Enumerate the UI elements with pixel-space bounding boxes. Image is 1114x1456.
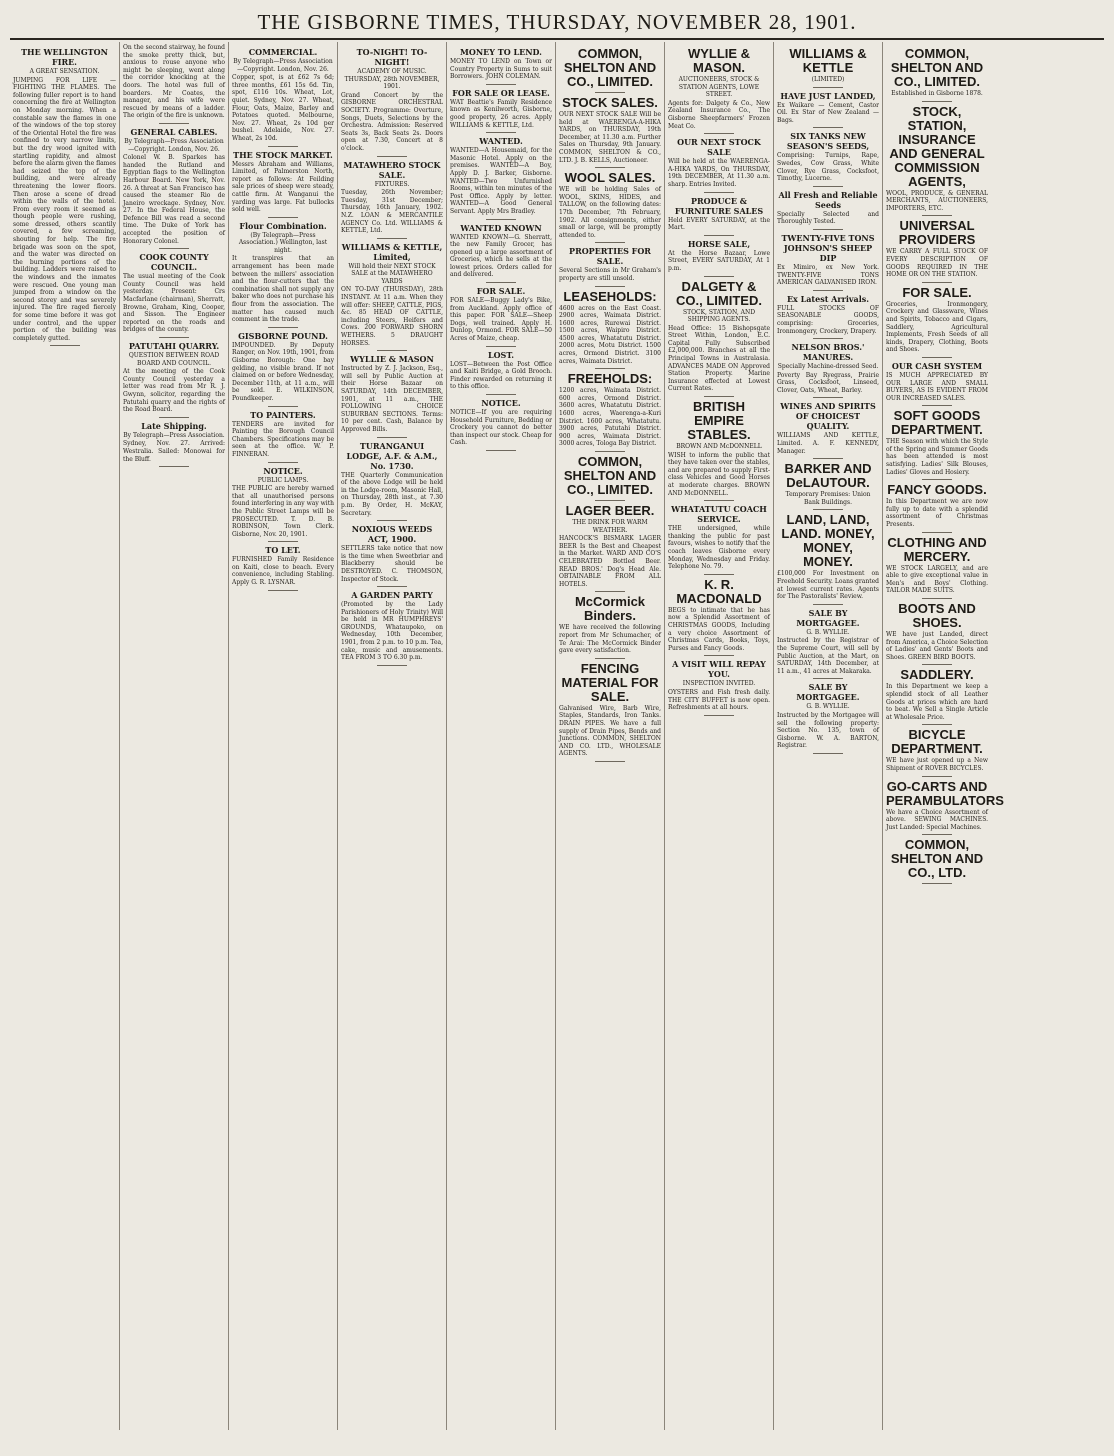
section-divider — [704, 276, 734, 277]
section-body: Head Office: 15 Bishopsgate Street Within, London, E.C. Capital Fully Subscribed £2,000,000. Branches at all the Principal Towns in Australasia. ADVANCES MADE ON Approved Station Property. Marine Insurance effected at Lowest Current Rates. — [668, 324, 770, 393]
section-heading: MATAWHERO STOCK SALE. — [343, 159, 441, 180]
section-divider — [595, 761, 625, 762]
section-body: Held EVERY SATURDAY, at the Mart. — [668, 216, 770, 232]
section-body: Ex Waikare — Cement, Castor Oil. Ex Star of New Zealand — Bags. — [777, 101, 879, 124]
section-body: Comprising: Turnips, Rape, Swedes, Cow Grass, White Clover, Rye Grass, Cocksfoot, Timothy, Lucerne. — [777, 152, 879, 183]
section-divider — [595, 242, 625, 243]
section-body: Instructed by Z. J. Jackson, Esq., will sell by Public Auction at their Horse Bazaar on SATURDAY, 14th DECEMBER, 1901, at 11 a.m., THE FOLLOWING CHOICE SUBURBAN SECTIONS. Terms: 10 per cent. Cash, Balance by Approved Bills. — [341, 365, 443, 433]
column-container — [10, 42, 1104, 1430]
section-heading: PRODUCE & FURNITURE SALES — [674, 195, 764, 216]
section-divider — [377, 665, 407, 666]
section-body: SETTLERS take notice that now is the time when Sweetbriar and Blackberry should be DESTROYED. C. THOMSON, Inspector of Stock. — [341, 545, 443, 583]
section-subheading: THE DRINK FOR WARM WEATHER. — [572, 519, 648, 534]
section-divider — [486, 282, 516, 283]
section-heading: FENCING MATERIAL FOR SALE. — [561, 660, 659, 704]
column-5 — [446, 42, 555, 1430]
section-divider — [704, 396, 734, 397]
section-heading: BICYCLE DEPARTMENT. — [891, 727, 983, 757]
section-heading: PATUTAHI QUARRY. — [128, 341, 220, 351]
section-divider — [377, 520, 407, 521]
section-body: Messrs Abraham and Williams, Limited, of Palmerston North, report as follows: At Feilding sale prices of sheep were steady, cattle firm. At Wanganui the yarding was large. Fat bullocks sold well. — [232, 160, 334, 214]
section-subheading: FIXTURES. — [374, 180, 410, 188]
section-heading: SIX TANKS NEW SEASON'S SEEDS, — [786, 131, 870, 152]
section-heading: THE STOCK MARKET. — [233, 149, 333, 160]
section-divider — [704, 235, 734, 236]
section-heading: WOOL SALES. — [564, 170, 656, 186]
section-heading: LEASEHOLDS: — [563, 288, 657, 304]
section-body: Poverty Bay Ryegrass, Prairie Grass, Cocksfoot, Linseed, Clover, Oats, Wheat, Barley. — [777, 371, 879, 394]
section-heading: STOCK SALES. — [562, 95, 658, 110]
section-body: WAT Beattie's Family Residence known as Kenilworth, Gisborne, good property, 26 acres. Apply WILLIAMS & KETTLE, Ltd. — [450, 98, 552, 129]
section-heading: FOR SALE. — [476, 286, 526, 297]
section-body: JUMPING FOR LIFE — FIGHTING THE FLAMES. The following fuller report is to hand concerning the fire at Wellington on Monday morning. When a constable saw the flames in one of the windows of the top storey of the Oriental Hotel the fire was confined to very narrow limits, but the dry wood ignited with startling rapidity, and almost before the alarm given the flames had seized the top of the building, and were already threatening the lower floors. Then arose a scene of dread within the walls of the hotel. From every room it seemed as though people were rushing, some dressed, others scantily covered, a few screaming, shouting for help. The fire brigade was soon on the spot, and the water was directed on the burning portions of the building. Ladders were raised to the windows and the inmates were rescued. One young man jumped from a window on the second storey and was severely injured. The fire raged fiercely for some time before it was got under control, and the upper portion of the building was completely gutted. — [13, 76, 116, 342]
section-divider — [486, 394, 516, 395]
section-divider — [922, 532, 952, 533]
section-divider — [268, 217, 298, 218]
section-divider — [486, 219, 516, 220]
column-2 — [119, 42, 228, 1430]
section-divider — [704, 655, 734, 656]
section-heading: TURANGANUI LODGE, A.F. & A.M., No. 1730. — [346, 440, 438, 471]
masthead-title: THE GISBORNE TIMES, THURSDAY, NOVEMBER 28, 1901. — [257, 10, 857, 34]
section-heading: WILLIAMS & KETTLE — [789, 46, 867, 75]
section-body: Instructed by the Registrar of the Supreme Court, will sell by Public Auction, at the Mart, on SATURDAY, 14th December, at 11 a.m., 41 acres at Makaraka. — [777, 637, 879, 675]
column-4 — [337, 42, 446, 1430]
section-heading: NOXIOUS WEEDS ACT, 1900. — [351, 524, 433, 545]
section-heading: CLOTHING AND MERCERY. — [887, 534, 987, 564]
section-heading: WINES AND SPIRITS OF CHOICEST QUALITY. — [780, 401, 876, 432]
section-heading: A GARDEN PARTY — [351, 590, 433, 601]
section-divider — [377, 156, 407, 157]
section-body: It transpires that an arrangement has been made between the millers' association and the flour-cutters that the combination shall not supply any baker who does not purchase his flour from the association. The matter has caused much comment in the trade. — [232, 255, 334, 324]
section-heading: COMMON, SHELTON AND CO., LIMITED. — [890, 46, 984, 89]
section-body: 1200 acres, Waimata District. 600 acres, Ormond District. 3600 acres, Whatatutu District. 1600 acres, Waerenga-a-Kuri District. 1600 acres, Whatatutu. 3900 acres, Patutahi District. 900 acres, Waimata District. 3000 acres, Tologa Bay District. — [559, 387, 661, 448]
section-divider — [922, 479, 952, 480]
section-body: Sydney, Nov. 27. Arrived: Westralia. Sailed: Monowai for the Bluff. — [123, 440, 225, 463]
section-heading: NOTICE. — [263, 465, 303, 476]
section-heading: LAND, LAND, LAND. MONEY, MONEY, MONEY. — [781, 512, 875, 570]
section-divider — [159, 337, 189, 338]
section-heading: Ex Latest Arrivals. — [786, 293, 870, 304]
section-divider — [813, 678, 843, 679]
section-divider — [704, 192, 734, 193]
section-divider — [50, 345, 80, 346]
section-subheading: QUESTION BETWEEN ROAD BOARD AND COUNCIL. — [128, 352, 220, 367]
section-subheading: Specially Machine-dressed Seed. — [777, 363, 879, 371]
section-body: £100,000 For Investment on Freehold Security. Loans granted at lowest current rates. Agents for The Pastoralists' Review. — [777, 570, 879, 601]
section-body: In this Department we are now fully up to date with a splendid assortment of Christmas Presents. — [886, 498, 988, 529]
section-body: THE undersigned, while thanking the public for past favours, wishes to notify that the coach leaves Gisborne every Monday, Wednesday and Friday. Telephone No. 79. — [668, 525, 770, 571]
section-body: FURNISHED Family Residence on Kaiti, close to beach. Every convenience, including Stabling. Apply G. R. LYSNAR. — [232, 556, 334, 587]
section-divider — [813, 229, 843, 230]
section-subheading: ACADEMY OF MUSIC. THURSDAY, 28th NOVEMBER, 1901. — [344, 68, 440, 91]
section-divider — [922, 664, 952, 665]
section-body: LOST—Between the Post Office and Kaiti Bridge, a Gold Brooch. Finder rewarded on returning it to this office. — [450, 360, 552, 391]
section-divider — [813, 127, 843, 128]
section-body: TENDERS are invited for Painting the Borough Council Chambers. Specifications may be seen at the office. W. P. FINNERAN. — [232, 420, 334, 458]
section-body: At the meeting of the Cook County Council yesterday a letter was read from Mr R. J. Gwynn, solicitor, regarding the Patutahi quarry and the rights of the Road Board. — [123, 368, 225, 414]
section-heading: COMMERCIAL. — [248, 47, 318, 57]
section-heading: GENERAL CABLES. — [130, 126, 218, 137]
section-divider — [922, 101, 952, 102]
section-heading: A VISIT WILL REPAY YOU. — [672, 659, 766, 680]
section-divider — [704, 574, 734, 575]
section-divider — [813, 87, 843, 88]
section-heading: WYLLIE & MASON — [350, 354, 434, 365]
section-heading: SADDLERY. — [900, 667, 974, 683]
section-heading: HAVE JUST LANDED, — [780, 90, 876, 101]
section-heading: COMMON, SHELTON AND CO., LTD. — [890, 837, 984, 881]
section-body: In this Department we keep a splendid stock of all Leather Goods at prices which are hard to beat. We Sell a Single Article at Wholesale Price. — [886, 683, 988, 721]
section-heading: BOOTS AND SHOES. — [898, 601, 976, 630]
section-heading: WHATATUTU COACH SERVICE. — [671, 504, 767, 525]
section-divider — [922, 215, 952, 216]
section-heading: SALE BY MORTGAGEE. — [796, 607, 860, 628]
section-body: FOR SALE—Buggy Lady's Bike, from Auckland. Apply office of this paper. FOR SALE—Sheep Dogs, well trained. Apply H. Dunlop, Ormond. FOR SALE—50 Acres of Maize, cheap. — [450, 297, 552, 343]
section-heading: TO PAINTERS. — [250, 409, 316, 420]
section-divider — [268, 406, 298, 407]
section-subheading: G. B. WYLLIE. — [806, 703, 850, 711]
section-body: IS MUCH APPRECIATED BY OUR LARGE AND SMALL BUYERS, AS IS EVIDENT FROM OUR INCREASED SALES. — [886, 371, 988, 402]
section-heading: COMMON, SHELTON AND CO., LIMITED. — [563, 454, 657, 497]
section-body: Agents for: Dalgety & Co., New Zealand Insurance Co., The Gisborne Sheepfarmers' Frozen Meat Co. — [668, 99, 770, 130]
section-divider — [486, 346, 516, 347]
section-body: OUR NEXT STOCK SALE Will be held at WAERENGA-A-HIKA YARDS, on THURSDAY, 19th December, at 11.30 a.m. Further Sales on Thursday, 9th January. COMMON, SHELTON & CO., LTD. J. B. KELLS, Auctioneer. — [559, 111, 661, 164]
section-divider — [704, 500, 734, 501]
section-body: BEGS to intimate that he has now a Splendid Assortment of CHRISTMAS GOODS, Including a very choice Assortment of Christmas Cards, Books, Toys, Purses and Fancy Goods. — [668, 606, 770, 652]
section-body: Will be held at the WAERENGA-A-HIKA YARDS, On THURSDAY, 19th DECEMBER, At 11.30 a.m. sharp. Entries Invited. — [668, 158, 770, 188]
section-divider — [595, 92, 625, 93]
section-heading: BRITISH EMPIRE STABLES. — [687, 399, 751, 443]
section-heading: McCormick Binders. — [574, 594, 646, 624]
section-heading: GO-CARTS AND PERAMBULATORS — [886, 778, 1004, 808]
section-subheading: A GREAT SENSATION. — [29, 68, 100, 75]
section-body: At the Horse Bazaar, Lowe Street, EVERY SATURDAY, At 1 p.m. — [668, 249, 770, 272]
section-divider — [377, 350, 407, 351]
section-divider — [486, 84, 516, 85]
section-divider — [922, 776, 952, 777]
section-heading: FOR SALE OR LEASE. — [452, 87, 550, 98]
section-body: THE PUBLIC are hereby warned that all unauthorised persons found interfering in any way with the Public Street Lamps will be PROSECUTED. T. D. B. ROBINSON, Town Clerk. Gisborne, Nov. 20, 1901. — [232, 485, 334, 538]
section-subheading: BROWN AND McDONNELL — [676, 443, 762, 451]
section-subheading: G. B. WYLLIE. — [806, 628, 850, 636]
section-divider — [922, 724, 952, 725]
section-heading: BARKER AND DeLAUTOUR. — [784, 461, 872, 491]
section-heading: LOST. — [487, 349, 515, 360]
section-body: 4600 acres on the East Coast. 2900 acres, Waimata District. 1600 acres, Rurewai District. 1500 acres, Waipiro District. 4500 acres, Whatatutu District. 2000 acres, Motu District. 1500 acres, Ormond District. 3100 acres, Waimata District. — [559, 304, 661, 365]
section-divider — [813, 509, 843, 510]
section-divider — [704, 715, 734, 716]
section-body: WE have just opened up a New Shipment of ROVER BICYCLES. — [886, 757, 988, 772]
section-body: Colonel W. B. Sparkes has handed the Rutland and Egyptian flags to the Wellington Harbour Board. New York, Nov. 26. A threat at San Francisco has caused the steamer Rio de Janeiro wreckage. Sydney, Nov. 27. In the Federal House, the Defence Bill was read a second time. The Duke of York has accepted the position of Honorary Colonel. — [123, 154, 225, 245]
section-divider — [268, 327, 298, 328]
section-heading: OUR CASH SYSTEM — [891, 360, 983, 371]
section-body: Instructed by the Mortgagee will sell the following property: Section No. 135, town of Gisborne. W. A. BARTON, Registrar. — [777, 711, 879, 750]
section-body: WE have just Landed, direct from America, a Choice Selection of Ladies' and Gents' Boots and Shoes. GREEN BIRD BOOTS. — [886, 631, 988, 661]
section-subheading: (By Telegraph—Press Association.) Wellington, last night. — [238, 231, 328, 254]
section-heading: FANCY GOODS. — [887, 482, 987, 498]
section-divider — [268, 146, 298, 147]
section-heading: SALE BY MORTGAGEE. — [796, 682, 860, 703]
section-divider — [595, 658, 625, 659]
section-subheading: Established in Gisborne 1878. — [891, 90, 983, 97]
section-heading: SOFT GOODS DEPARTMENT. — [891, 408, 983, 438]
section-divider — [813, 753, 843, 754]
column-8 — [773, 42, 882, 1430]
section-body: HANCOCK'S BISMARK LAGER BEER Is the Best and Cheapest in the Market. WARD AND CO'S CELEBRATED Bottled Beer. READ BROS.' Dog's Head Ale. OBTAINABLE FROM ALL HOTELS. — [559, 535, 661, 588]
masthead-rule — [10, 38, 1104, 40]
section-subheading: INSPECTION INVITED. — [682, 680, 756, 688]
column-6 — [555, 42, 664, 1430]
section-body: MONEY TO LEND on Town or Country Property in Sums to suit Borrowers. JOHN COLEMAN. — [450, 58, 552, 81]
section-body: Copper, spot, is at £62 7s 6d; three months, £61 15s 6d. Tin, spot, £116 10s. Wheat, Lot, quiet. Sydney, Nov. 27. Wheat, Flour, Oats, Maize, Barley and Potatoes quoted. Melbourne, Nov. 27. Wheat, 2s 10d per bushel. Adelaide, Nov. 27. Wheat, 2s 10d. — [232, 74, 334, 142]
section-body: Grand Concert by the GISBORNE ORCHESTRAL SOCIETY. Programme: Overture, Songs, Duets, Selections by the Orchestra. Admission: Reserved Seats 3s, Back Seats 2s. Doors open at 7.30, Concert at 8 o'clock. — [341, 91, 443, 152]
section-heading: THE WELLINGTON FIRE. — [21, 47, 108, 67]
section-body: Specially Selected and Thoroughly Tested. — [777, 210, 879, 226]
section-body: IMPOUNDED. By Deputy Ranger, on Nov. 19th, 1901, from Gisborne Borough: One bay gelding, no visible brand. If not claimed on or before Wednesday, December 11th, at 11 a.m., will be sold. E. WILKINSON, Poundkeeper. — [232, 341, 334, 402]
section-divider — [813, 186, 843, 187]
section-body: THE Quarterly Communication of the above Lodge will be held in the Lodge-room, Masonic Hall, on Thursday, 28th inst., at 7.30 p.m. By Order, H. McKAY, Secretary. — [341, 471, 443, 517]
section-heading: K. R. MACDONALD — [676, 576, 762, 606]
section-body: On the second stairway, he found the smoke pretty thick, but, anxious to rouse anyone who might be sleeping, went along the corridor knocking at the doors. The hotel was full of boarders. Mr Coates, the manager, and his wife were rescued by means of a ladder. The origin of the fire is unknown. — [123, 44, 225, 120]
section-heading: FREEHOLDS: — [567, 371, 653, 387]
section-heading: FOR SALE. — [902, 284, 972, 300]
section-divider — [922, 834, 952, 835]
section-divider — [268, 590, 298, 591]
section-divider — [595, 500, 625, 501]
section-heading: STOCK, STATION, INSURANCE AND GENERAL COMMISSION AGENTS, — [889, 103, 985, 189]
section-subheading: Will hold their NEXT STOCK SALE at the MATAWHERO YARDS — [348, 262, 436, 285]
section-divider — [377, 586, 407, 587]
section-subheading: By Telegraph—Press Association—Copyright. London, Nov. 26. — [233, 58, 333, 73]
section-divider — [486, 132, 516, 133]
section-divider — [377, 437, 407, 438]
section-heading: OUR NEXT STOCK SALE — [677, 137, 761, 158]
section-heading: PROPERTIES FOR SALE. — [569, 246, 651, 267]
section-heading: Late Shipping. — [141, 420, 207, 431]
section-heading: TO LET. — [265, 545, 301, 556]
section-body: WISH to inform the public that they have taken over the stables, and are prepared to supply First-class Vehicles and Good Horses at moderate charges. BROWN AND McDONNELL. — [668, 451, 770, 497]
section-body: Several Sections in Mr Graham's property are still unsold. — [559, 267, 661, 282]
section-body: WANTED—A Housemaid, for the Masonic Hotel. Apply on the premises. WANTED—A Boy, Apply D. J. Barker, Gisborne. WANTED—Two Unfurnished Rooms, within ten minutes of the Post Office. Apply by letter. WANTED—A Good General Servant. Apply Mrs Bradley. — [450, 147, 552, 215]
section-subheading: PUBLIC LAMPS. — [257, 476, 309, 484]
section-divider — [159, 248, 189, 249]
section-divider — [377, 238, 407, 239]
section-heading: TWENTY-FIVE TONS JOHNSON'S SHEEP DIP — [781, 232, 875, 263]
column-9 — [882, 42, 1004, 1430]
column-1 — [10, 42, 119, 1430]
section-body: (Promoted by the Lady Parishioners of Holy Trinity) Will be held in MR HUMPHREYS' GROUNDS, Whataupoko, on Wednesday, 10th December, 1901, from 2 p.m. to 10 p.m. Tea, cake, music and amusements. TEA FROM 3 TO 6.30 p.m. — [341, 601, 443, 662]
section-subheading: By Telegraph—Press Association—Copyright. London, Nov. 26. — [124, 137, 224, 153]
section-body: WILLIAMS AND KETTLE, Limited. A. F. KENNEDY, Manager. — [777, 432, 879, 455]
section-body: NOTICE—If you are requiring Household Furniture, Bedding or Crockery you cannot do better than inspect our stock. Cheap for Cash. — [450, 409, 552, 447]
section-heading: NELSON BROS.' MANURES. — [791, 342, 865, 363]
section-divider — [159, 466, 189, 467]
section-divider — [595, 167, 625, 168]
section-divider — [922, 598, 952, 599]
section-divider — [159, 417, 189, 418]
section-heading: DALGETY & CO., LIMITED. — [676, 278, 762, 308]
section-heading: NOTICE. — [481, 398, 521, 408]
section-divider — [704, 133, 734, 134]
column-7 — [664, 42, 773, 1430]
section-body: Ex Mimiro, ex New York. TWENTY-FIVE TONS AMERICAN GALVANISED IRON. — [777, 263, 879, 287]
section-heading: COMMON, SHELTON AND CO., LIMITED. — [563, 46, 657, 89]
section-subheading: (LIMITED) — [811, 76, 845, 83]
section-divider — [813, 290, 843, 291]
section-body: ON TO-DAY (THURSDAY), 28th INSTANT. At 11 a.m. When they will offer: SHEEP, CATTLE, PIGS, &c. 85 HEAD OF CATTLE, including Steers, Heifers and Cows. 200 FORWARD SHORN WETHERS. 5 DRAUGHT HORSES. — [341, 286, 443, 347]
section-divider — [922, 282, 952, 283]
section-body: WE have received the following report from Mr Schumacher, of Te Arai: The McCormick Binder gave every satisfaction. — [559, 624, 661, 655]
section-heading: COOK COUNTY COUNCIL. — [139, 252, 209, 273]
section-heading: WANTED KNOWN — [460, 222, 542, 233]
section-subheading: By Telegraph—Press Association. — [123, 431, 225, 439]
section-body: OYSTERS and Fish fresh daily. THE CITY BUFFET is now open. Refreshments at all hours. — [668, 688, 770, 712]
section-body: WANTED KNOWN—G. Sherratt, the new Family Grocer, has opened up a large assortment of Groceries, which he sells at the lowest prices. Orders called for and delivered. — [450, 233, 552, 279]
section-body: Galvanised Wire, Barb Wire, Staples, Standards, Iron Tanks. DRAIN PIPES. We have a full supply of Drain Pipes, Bends and Junctions. COMMON, SHELTON AND CO. LTD., WHOLESALE AGENTS. — [559, 704, 661, 758]
section-divider — [595, 368, 625, 369]
section-body: WE will be holding Sales of WOOL, SKINS, HIDES, and TALLOW, on the following dates: 17th December, 7th February, 1902. All consignments, either small or large, will be promptly attended to. — [559, 186, 661, 239]
section-body: We have a Choice Assortment of above. SEWING MACHINES. Just Landed: Special Machines. — [886, 808, 988, 831]
section-heading: WANTED. — [479, 136, 523, 147]
section-divider — [486, 450, 516, 451]
section-heading: TO-NIGHT! TO-NIGHT! — [356, 47, 428, 67]
section-subheading: AUCTIONEERS, STOCK & STATION AGENTS, LOWE STREET. — [678, 76, 760, 99]
section-heading: All Fresh and Reliable Seeds — [778, 189, 878, 210]
section-divider — [595, 286, 625, 287]
column-3 — [228, 42, 337, 1430]
section-heading: MONEY TO LEND. — [460, 47, 542, 57]
section-heading: UNIVERSAL PROVIDERS — [898, 218, 976, 248]
section-divider — [595, 451, 625, 452]
section-divider — [922, 405, 952, 406]
section-heading: Flour Combination. — [239, 220, 327, 231]
section-heading: GISBORNE POUND. — [238, 330, 328, 341]
section-body: WE CARRY A FULL STOCK OF EVERY DESCRIPTION OF GOODS REQUIRED IN THE HOME OR ON THE STATION. — [886, 248, 988, 279]
section-body: Tuesday, 26th November; Tuesday, 31st December; Thursday, 16th January, 1902. N.Z. LOAN & MERCANTILE AGENCY Co. Ltd. WILLIAMS & KETTLE, Ltd. — [341, 189, 443, 235]
section-divider — [268, 462, 298, 463]
section-heading: HORSE SALE, — [687, 238, 751, 249]
section-body: Groceries, Ironmongery, Crockery and Glassware, Wines and Spirits, Tobacco and Cigars, Saddlery, Agricultural Implements, Fresh Seeds of all kinds, Drapery, Clothing, Boots and Shoes. — [886, 300, 988, 354]
section-divider — [922, 357, 952, 358]
section-heading: WYLLIE & MASON. — [687, 46, 751, 75]
section-divider — [813, 458, 843, 459]
section-heading: WILLIAMS & KETTLE, Limited, — [341, 241, 443, 262]
section-divider — [813, 604, 843, 605]
section-divider — [595, 591, 625, 592]
section-subheading: Temporary Premises: Union Bank Buildings. — [785, 491, 871, 506]
section-heading: LAGER BEER. — [565, 503, 655, 518]
section-divider — [159, 123, 189, 124]
section-divider — [813, 397, 843, 398]
section-divider — [922, 883, 952, 884]
newspaper-page — [10, 10, 1104, 1430]
section-divider — [813, 338, 843, 339]
section-body: The usual meeting of the Cook County Council was held yesterday. Present: Crs Macfarlane (chairman), Sherratt, Browne, Graham, King, Cooper, and Sisson. The Engineer reported on the roads and bridges of the county. — [123, 273, 225, 334]
section-body: FULL STOCKS OF SEASONABLE GOODS, comprising: Groceries, Ironmongery, Crockery, Drapery. — [777, 304, 879, 335]
section-subheading: STOCK, STATION, AND SHIPPING AGENTS. — [682, 308, 756, 324]
section-body: WOOL, PRODUCE, & GENERAL MERCHANTS, AUCTIONEERS, IMPORTERS, ETC. — [886, 189, 988, 212]
section-body: WE STOCK LARGELY, and are able to give exceptional value in Men's and Boys' Clothing. TAILOR MADE SUITS. — [886, 564, 988, 595]
section-divider — [268, 541, 298, 542]
section-body: THE Season with which the Style of the Spring and Summer Goods has been attended is most satisfying. Ladies' Silk Blouses, Ladies' Gloves and Hosiery. — [886, 438, 988, 476]
